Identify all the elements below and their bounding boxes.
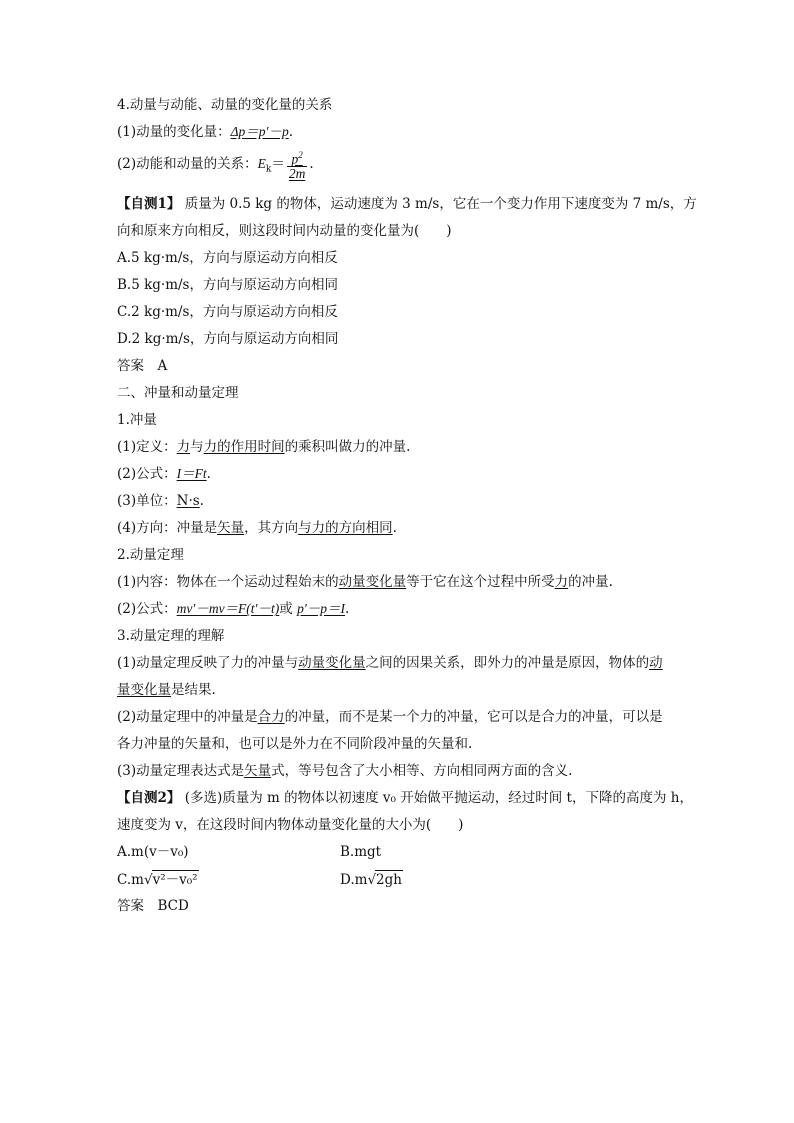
- label: (2)动能和动量的关系：: [117, 156, 258, 172]
- label: (1)动量的变化量：: [117, 124, 231, 140]
- ek-symbol: E: [257, 156, 266, 171]
- q1-option-d: D.2 kg·m/s，方向与原运动方向相同: [117, 331, 339, 347]
- q2-tag: 【自测2】: [117, 790, 181, 806]
- section-4-title: 4.动量与动能、动量的变化量的关系: [117, 97, 333, 113]
- q1-option-a: A.5 kg·m/s，方向与原运动方向相反: [117, 250, 338, 266]
- q2-option-d: D.m√2gh: [340, 872, 402, 888]
- q1-line-2: 向和原来方向相反，则这段时间内动量的变化量为( ): [117, 223, 452, 239]
- impulse-definition: (1)定义：力与力的作用时间的乘积叫做力的冲量.: [117, 439, 411, 455]
- q1-tag: 【自测1】: [117, 196, 181, 212]
- q1-text: 质量为 0.5 kg 的物体，运动速度为 3 m/s，它在一个变力作用下速度变为 7 m/s，方: [184, 196, 697, 212]
- theorem-title: 2.动量定理: [117, 547, 184, 563]
- impulse-formula: (2)公式：I＝Ft.: [117, 466, 211, 482]
- ek-subscript: k: [265, 164, 272, 175]
- understanding-1-line-1: (1)动量定理反映了力的冲量与动量变化量之间的因果关系，即外力的冲量是原因，物体的动: [117, 655, 663, 671]
- momentum-change-formula: Δp＝p′－p: [230, 124, 289, 139]
- theorem-formula: (2)公式：mv′－mv＝F(t′－t)或 p′－p＝I.: [117, 601, 350, 617]
- q1-option-b: B.5 kg·m/s，方向与原运动方向相同: [117, 277, 338, 293]
- q2-line-1: 【自测2】 (多选)质量为 m 的物体以初速度 v₀ 开始做平抛运动，经过时间 t，下降的高度为 h，: [117, 790, 693, 806]
- kinetic-momentum-relation: (2)动能和动量的关系：$E_k=$ $\frac{p^2}{2m}$ .: [117, 149, 314, 182]
- q2-answer: 答案 BCD: [117, 898, 189, 914]
- impulse-direction: (4)方向：冲量是矢量，其方向与力的方向相同.: [117, 520, 397, 536]
- q1-answer: 答案 A: [117, 358, 168, 374]
- q2-option-c: C.m√v²－v₀²: [117, 872, 198, 888]
- momentum-change-line: (1)动量的变化量：Δp＝p′－p.: [117, 124, 294, 140]
- q2-option-b: B.mgt: [340, 844, 382, 860]
- understanding-title: 3.动量定理的理解: [117, 628, 225, 644]
- impulse-title: 1.冲量: [117, 412, 157, 428]
- q2-line-2: 速度变为 v，在这段时间内物体动量变化量的大小为( ): [117, 817, 464, 833]
- impulse-unit: (3)单位：N·s.: [117, 493, 204, 509]
- q1-line-1: [117, 195, 697, 213]
- understanding-2-line-1: (2)动量定理中的冲量是合力的冲量，而不是某一个力的冲量，它可以是合力的冲量，可以是: [117, 709, 663, 725]
- sqrt-expression: 2gh: [376, 872, 402, 888]
- q1-option-c: C.2 kg·m/s，方向与原运动方向相反: [117, 304, 338, 320]
- theorem-content: (1)内容：物体在一个运动过程始末的动量变化量等于它在这个过程中所受力的冲量.: [117, 574, 613, 590]
- understanding-2-line-2: 各力冲量的矢量和，也可以是外力在不同阶段冲量的矢量和.: [117, 736, 473, 752]
- fraction: $\frac{p^2}{2m}$: [288, 149, 306, 182]
- q2-option-a: A.m(v－v₀): [117, 844, 189, 860]
- understanding-1-line-2: 量变化量是结果.: [117, 682, 216, 698]
- sqrt-expression: v²－v₀²: [152, 872, 198, 888]
- section-2-title: 二、冲量和动量定理: [117, 385, 239, 401]
- understanding-3: (3)动量定理表达式是矢量式，等号包含了大小相等、方向相同两方面的含义.: [117, 763, 573, 779]
